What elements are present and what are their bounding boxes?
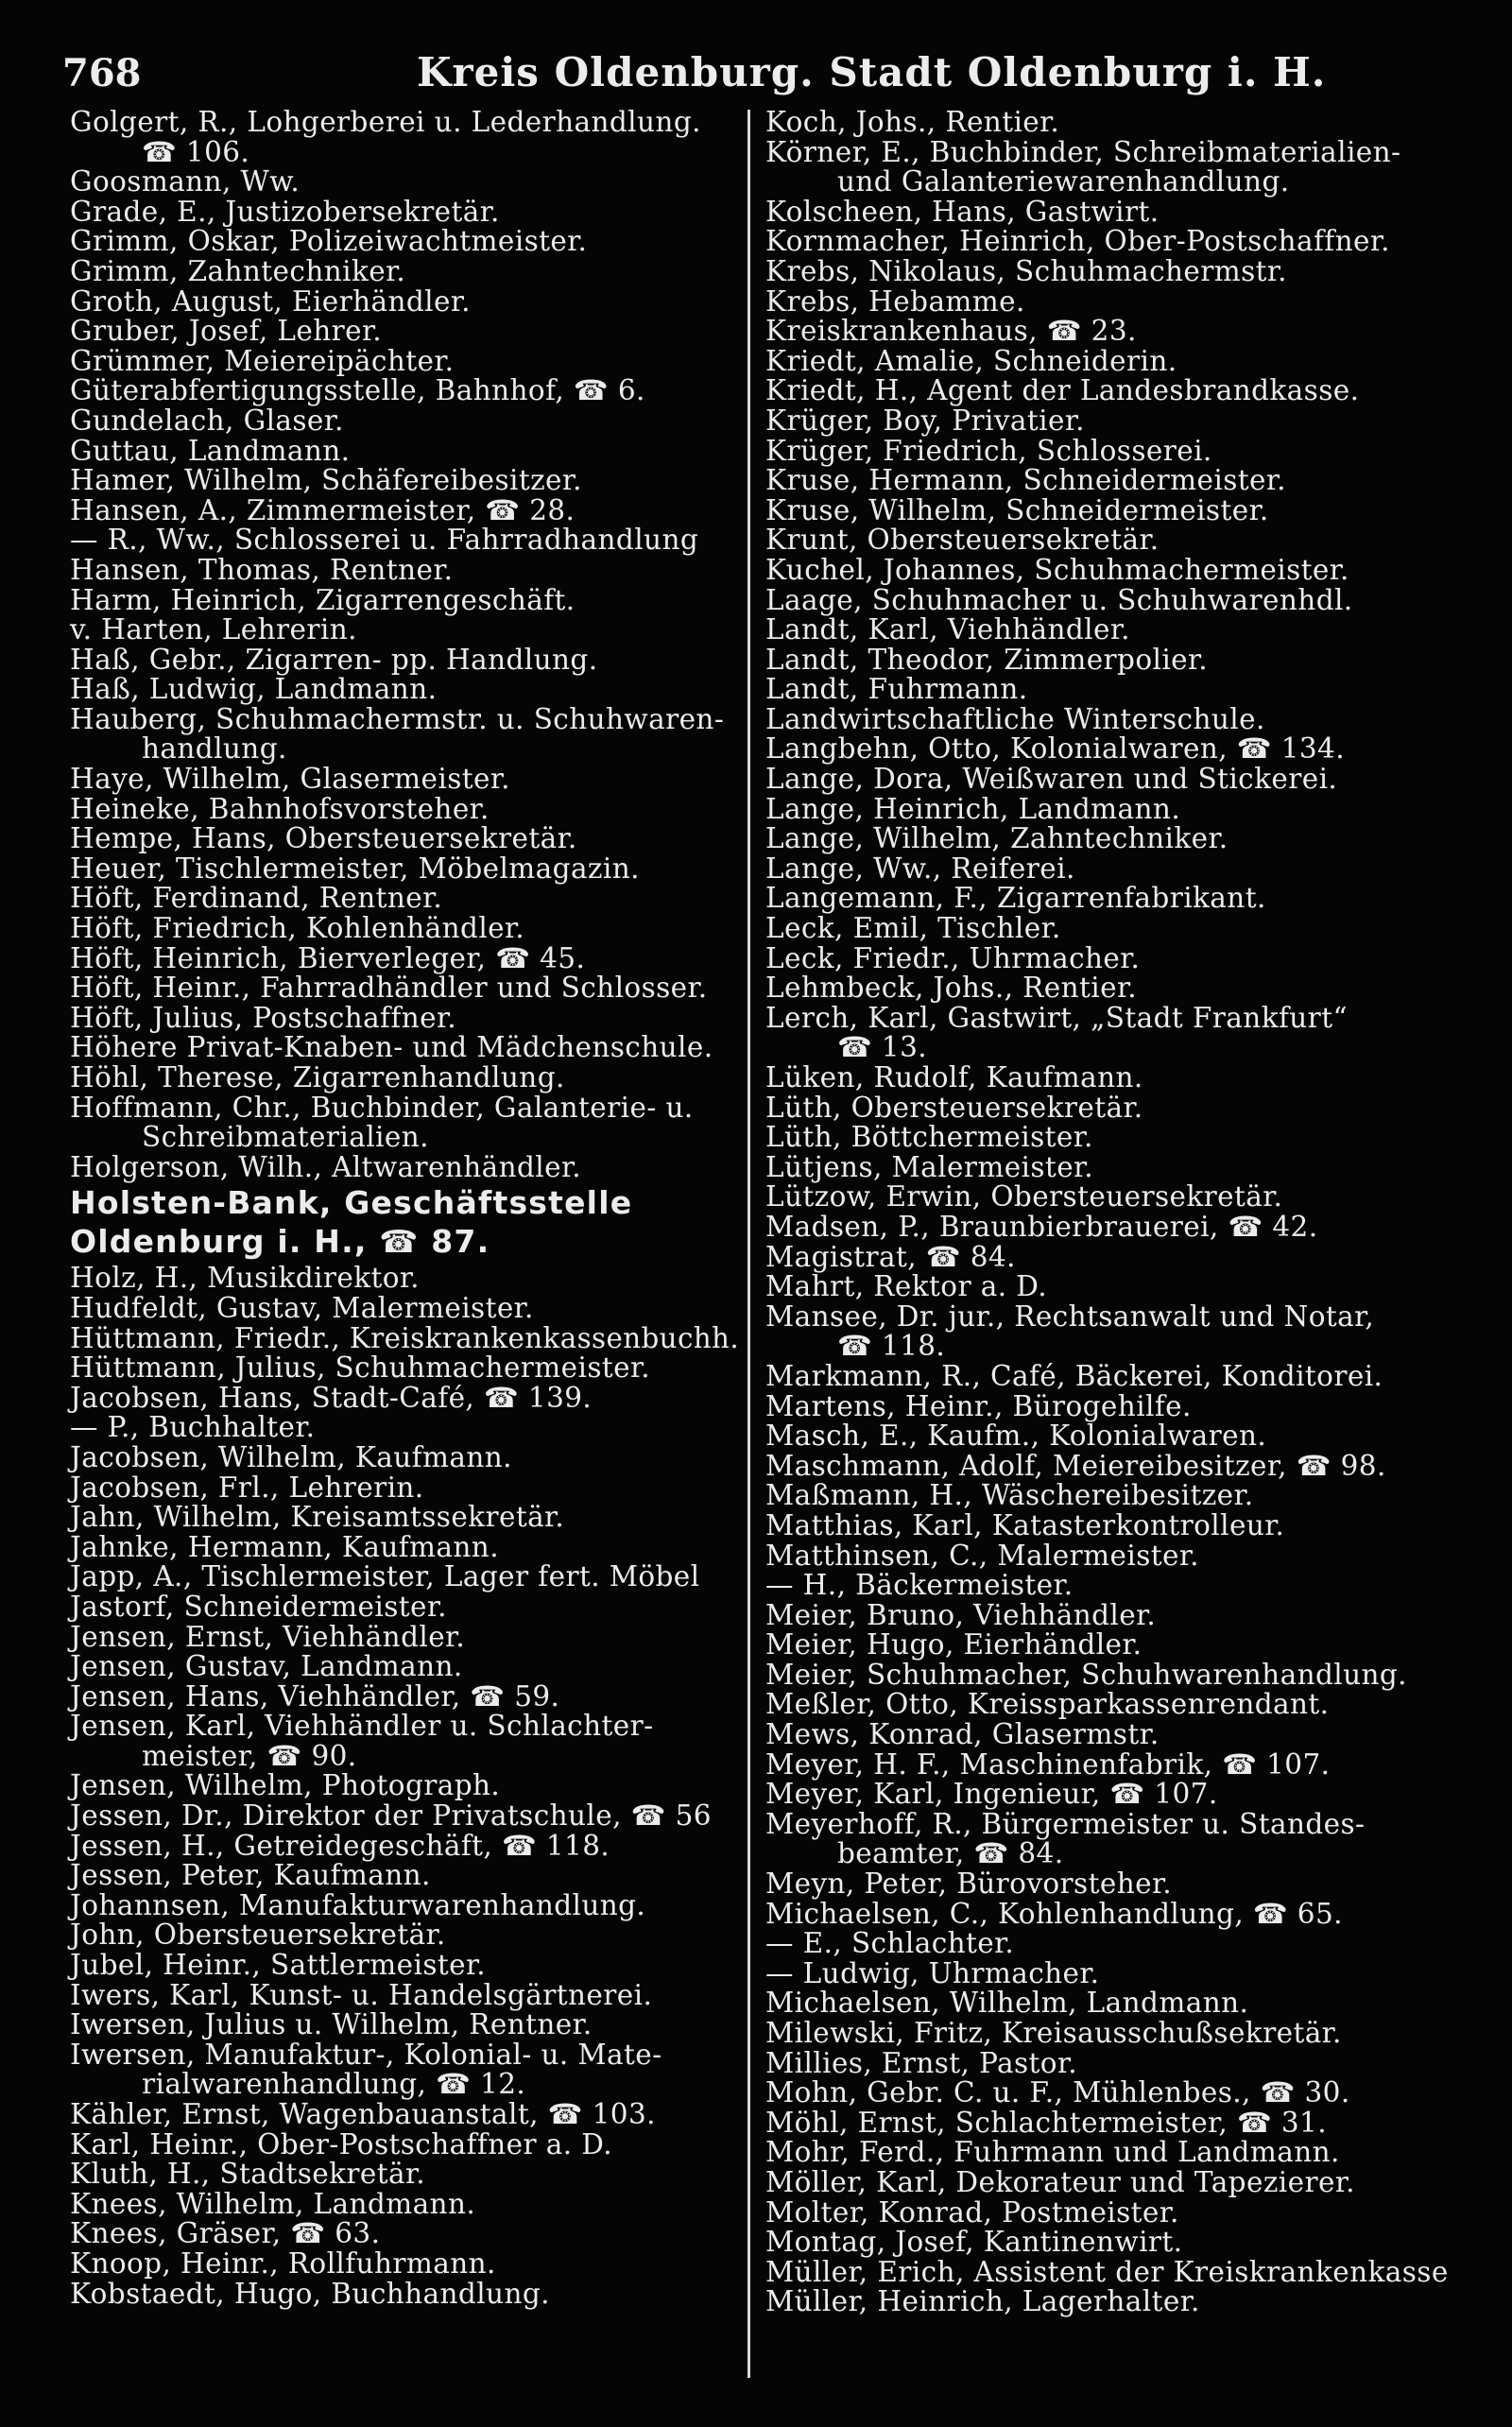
directory-entry: Koch, Johs., Rentier. <box>765 106 1060 138</box>
advertisement-line: Oldenburg i. H., ☎ 87. <box>70 1223 490 1261</box>
directory-entry: Hüttmann, Friedr., Kreiskrankenkassenbuchh. <box>70 1321 740 1354</box>
directory-entry: Montag, Josef, Kantinenwirt. <box>765 2226 1183 2259</box>
directory-entry: Knees, Wilhelm, Landmann. <box>70 2187 476 2220</box>
directory-entry: Grümmer, Meiereipächter. <box>70 344 455 377</box>
directory-entry: Höhere Privat-Knaben- und Mädchenschule. <box>70 1031 713 1064</box>
directory-entry: Kolscheen, Hans, Gastwirt. <box>765 195 1160 228</box>
directory-entry: Holz, H., Musikdirektor. <box>70 1262 420 1295</box>
directory-entry: Höft, Friedrich, Kohlenhändler. <box>70 912 525 945</box>
directory-entry: Müller, Heinrich, Lagerhalter. <box>765 2285 1200 2318</box>
directory-entry: Kriedt, Amalie, Schneiderin. <box>765 344 1177 377</box>
directory-entry: Körner, E., Buchbinder, Schreibmaterialien- <box>765 135 1401 168</box>
page-number: 768 <box>62 51 142 95</box>
directory-entry: ☎ 118. <box>837 1330 946 1363</box>
directory-entry: Lützow, Erwin, Obersteuersekretär. <box>765 1180 1283 1214</box>
directory-entry: Langemann, F., Zigarrenfabrikant. <box>765 882 1266 915</box>
directory-entry: Heineke, Bahnhofsvorsteher. <box>70 792 490 825</box>
directory-entry: Hudfeldt, Gustav, Malermeister. <box>70 1291 534 1324</box>
directory-entry: Grimm, Oskar, Polizeiwachtmeister. <box>70 225 588 258</box>
directory-entry: Kobstaedt, Hugo, Buchhandlung. <box>70 2277 550 2310</box>
directory-entry: Michaelsen, C., Kohlenhandlung, ☎ 65. <box>765 1897 1343 1930</box>
directory-entry: Matthias, Karl, Katasterkontrolleur. <box>765 1508 1285 1541</box>
directory-entry: Müller, Erich, Assistent der Kreiskrankenkasse <box>765 2255 1449 2288</box>
directory-entry: Krebs, Hebamme. <box>765 284 1025 318</box>
directory-entry: Meier, Bruno, Viehhändler. <box>765 1598 1157 1631</box>
directory-entry: Landt, Theodor, Zimmerpolier. <box>765 643 1209 676</box>
directory-entry: Harm, Heinrich, Zigarrengeschäft. <box>70 583 576 616</box>
directory-entry: Madsen, P., Braunbierbrauerei, ☎ 42. <box>765 1210 1318 1243</box>
directory-entry: Karl, Heinr., Ober-Postschaffner a. D. <box>70 2127 613 2160</box>
directory-entry: Maschmann, Adolf, Meiereibesitzer, ☎ 98. <box>765 1449 1386 1482</box>
directory-entry: Hauberg, Schuhmachermstr. u. Schuhwaren- <box>70 702 725 735</box>
directory-entry: Lüth, Obersteuersekretär. <box>765 1091 1143 1124</box>
directory-entry: Lange, Heinrich, Landmann. <box>765 792 1181 825</box>
directory-entry: Höft, Heinr., Fahrradhändler und Schlosser. <box>70 972 708 1005</box>
directory-entry: Langbehn, Otto, Kolonialwaren, ☎ 134. <box>765 732 1345 766</box>
directory-entry: Johannsen, Manufakturwarenhandlung. <box>70 1888 646 1921</box>
directory-entry: Holgerson, Wilh., Altwarenhändler. <box>70 1150 582 1183</box>
directory-entry: Kreiskrankenhaus, ☎ 23. <box>765 315 1137 348</box>
directory-entry: Mohn, Gebr. C. u. F., Mühlenbes., ☎ 30. <box>765 2076 1350 2109</box>
directory-entry: Hempe, Hans, Obersteuersekretär. <box>70 822 577 855</box>
directory-entry: Haye, Wilhelm, Glasermeister. <box>70 763 510 796</box>
directory-entry: Kruse, Hermann, Schneidermeister. <box>765 464 1286 497</box>
directory-entry: Kuchel, Johannes, Schuhmachermeister. <box>765 553 1349 586</box>
running-title: Kreis Oldenburg. Stadt Oldenburg i. H. <box>417 49 1327 95</box>
page-header <box>62 42 1461 104</box>
directory-entry: Möhl, Ernst, Schlachtermeister, ☎ 31. <box>765 2106 1327 2139</box>
directory-entry: Mansee, Dr. jur., Rechtsanwalt und Notar, <box>765 1300 1375 1333</box>
directory-entry: Maßmann, H., Wäschereibesitzer. <box>765 1479 1254 1512</box>
directory-entry: Jensen, Ernst, Viehhändler. <box>70 1620 466 1653</box>
directory-entry: Jacobsen, Frl., Lehrerin. <box>70 1471 424 1504</box>
directory-entry: Gruber, Josef, Lehrer. <box>70 315 383 348</box>
directory-entry: Iwers, Karl, Kunst- u. Handelsgärtnerei. <box>70 1978 653 2011</box>
directory-entry: Lerch, Karl, Gastwirt, „Stadt Frankfurt“ <box>765 1001 1348 1034</box>
directory-entry: Lange, Ww., Reiferei. <box>765 852 1075 885</box>
directory-entry: ☎ 106. <box>142 135 250 168</box>
directory-entry: — H., Bäckermeister. <box>765 1569 1074 1602</box>
directory-entry: Kornmacher, Heinrich, Ober-Postschaffner. <box>765 225 1390 258</box>
directory-entry: Mahrt, Rektor a. D. <box>765 1270 1048 1303</box>
directory-entry: Lange, Wilhelm, Zahntechniker. <box>765 822 1228 855</box>
directory-entry: Meier, Hugo, Eierhändler. <box>765 1628 1143 1661</box>
directory-entry: meister, ☎ 90. <box>142 1739 357 1772</box>
directory-entry: Krunt, Obersteuersekretär. <box>765 524 1160 557</box>
directory-entry: Hansen, A., Zimmermeister, ☎ 28. <box>70 493 576 526</box>
directory-entry: Landwirtschaftliche Winterschule. <box>765 702 1265 735</box>
directory-entry: Landt, Fuhrmann. <box>765 673 1028 706</box>
directory-entry: Leck, Emil, Tischler. <box>765 912 1061 945</box>
directory-entry: Iwersen, Julius u. Wilhelm, Rentner. <box>70 2008 593 2041</box>
directory-entry: und Galanteriewarenhandlung. <box>837 165 1290 198</box>
directory-entry: Kriedt, H., Agent der Landesbrandkasse. <box>765 374 1360 407</box>
right-column <box>765 108 1470 2389</box>
directory-entry: Hüttmann, Julius, Schuhmachermeister. <box>70 1351 651 1385</box>
directory-entry: Iwersen, Manufaktur-, Kolonial- u. Mate- <box>70 2038 662 2071</box>
directory-entry: Knees, Gräser, ☎ 63. <box>70 2217 381 2250</box>
directory-entry: Guttau, Landmann. <box>70 434 351 467</box>
directory-entry: Meyer, Karl, Ingenieur, ☎ 107. <box>765 1778 1218 1811</box>
directory-entry: Jessen, H., Getreidegeschäft, ☎ 118. <box>70 1829 610 1862</box>
directory-entry: Masch, E., Kaufm., Kolonialwaren. <box>765 1420 1267 1453</box>
directory-entry: Leck, Friedr., Uhrmacher. <box>765 941 1141 974</box>
directory-entry: Lange, Dora, Weißwaren und Stickerei. <box>765 763 1338 796</box>
directory-entry: beamter, ☎ 84. <box>837 1837 1064 1870</box>
directory-entry: Martens, Heinr., Bürogehilfe. <box>765 1389 1192 1422</box>
directory-entry: rialwarenhandlung, ☎ 12. <box>142 2068 526 2101</box>
directory-entry: Gundelach, Glaser. <box>70 404 344 437</box>
directory-entry: Möller, Karl, Dekorateur und Tapezierer. <box>765 2165 1355 2198</box>
directory-entry: Jacobsen, Hans, Stadt-Café, ☎ 139. <box>70 1381 593 1414</box>
directory-entry: Jensen, Gustav, Landmann. <box>70 1650 463 1683</box>
directory-entry: Jensen, Karl, Viehhändler u. Schlachter- <box>70 1710 654 1743</box>
directory-entry: Laage, Schuhmacher u. Schuhwarenhdl. <box>765 583 1353 616</box>
directory-entry: Hoffmann, Chr., Buchbinder, Galanterie- u. <box>70 1091 694 1124</box>
directory-entry: Markmann, R., Café, Bäckerei, Konditorei. <box>765 1359 1383 1392</box>
directory-entry: Hansen, Thomas, Rentner. <box>70 553 454 586</box>
directory-entry: Krebs, Nikolaus, Schuhmachermstr. <box>765 254 1287 287</box>
directory-entry: Jastorf, Schneidermeister. <box>70 1590 447 1623</box>
directory-entry: handlung. <box>142 732 287 766</box>
directory-entry: Matthinsen, C., Malermeister. <box>765 1539 1199 1572</box>
directory-entry: Haß, Ludwig, Landmann. <box>70 673 438 706</box>
directory-entry: Kluth, H., Stadtsekretär. <box>70 2158 426 2191</box>
directory-entry: Hamer, Wilhelm, Schäfereibesitzer. <box>70 464 582 497</box>
directory-entry: Höft, Ferdinand, Rentner. <box>70 882 443 915</box>
directory-entry: Mews, Konrad, Glasermstr. <box>765 1718 1160 1751</box>
directory-entry: Lehmbeck, Johs., Rentier. <box>765 972 1138 1005</box>
directory-entry: Meyn, Peter, Bürovorsteher. <box>765 1868 1173 1901</box>
column-divider <box>747 110 750 2378</box>
directory-entry: Grade, E., Justizobersekretär. <box>70 195 500 228</box>
directory-entry: Meyerhoff, R., Bürgermeister u. Standes- <box>765 1807 1366 1840</box>
directory-entry: — P., Buchhalter. <box>70 1411 316 1444</box>
directory-entry: Güterabfertigungsstelle, Bahnhof, ☎ 6. <box>70 374 645 407</box>
directory-entry: Krüger, Boy, Privatier. <box>765 404 1085 437</box>
directory-entry: Schreibmaterialien. <box>142 1121 429 1154</box>
directory-entry: Heuer, Tischlermeister, Möbelmagazin. <box>70 852 640 885</box>
directory-entry: Haß, Gebr., Zigarren- pp. Handlung. <box>70 643 598 676</box>
directory-entry: Goosmann, Ww. <box>70 165 301 198</box>
directory-entry: v. Harten, Lehrerin. <box>70 613 357 646</box>
directory-entry: Kähler, Ernst, Wagenbauanstalt, ☎ 103. <box>70 2098 656 2130</box>
directory-entry: Japp, A., Tischlermeister, Lager fert. Möbel <box>70 1560 700 1593</box>
directory-entry: Jacobsen, Wilhelm, Kaufmann. <box>70 1440 512 1473</box>
directory-entry: Jensen, Wilhelm, Photograph. <box>70 1769 501 1802</box>
directory-entry: Lütjens, Malermeister. <box>765 1150 1094 1183</box>
directory-entry: Michaelsen, Wilhelm, Landmann. <box>765 1987 1249 2020</box>
directory-entry: — E., Schlachter. <box>765 1927 1015 1960</box>
directory-entry: Kruse, Wilhelm, Schneidermeister. <box>765 493 1269 526</box>
directory-entry: Meyer, H. F., Maschinenfabrik, ☎ 107. <box>765 1747 1331 1781</box>
directory-entry: — Ludwig, Uhrmacher. <box>765 1956 1100 1989</box>
directory-entry: Grimm, Zahntechniker. <box>70 254 406 287</box>
directory-entry: Groth, August, Eierhändler. <box>70 284 471 318</box>
directory-entry: Mohr, Ferd., Fuhrmann und Landmann. <box>765 2136 1340 2169</box>
directory-entry: Krüger, Friedrich, Schlosserei. <box>765 434 1212 467</box>
directory-entry: Lüken, Rudolf, Kaufmann. <box>765 1061 1143 1093</box>
directory-entry: Jahn, Wilhelm, Kreisamtssekretär. <box>70 1501 565 1534</box>
directory-entry: Molter, Konrad, Postmeister. <box>765 2195 1179 2229</box>
directory-entry: Landt, Karl, Viehhändler. <box>765 613 1130 646</box>
advertisement-line: Holsten-Bank, Geschäftsstelle <box>70 1184 633 1222</box>
directory-entry: Millies, Ernst, Pastor. <box>765 2046 1077 2079</box>
directory-entry: Magistrat, ☎ 84. <box>765 1240 1016 1273</box>
directory-entry: — R., Ww., Schlosserei u. Fahrradhandlung <box>70 524 699 557</box>
directory-entry: Jessen, Dr., Direktor der Privatschule, ☎ 56 <box>70 1799 712 1833</box>
directory-entry: Knoop, Heinr., Rollfuhrmann. <box>70 2246 496 2280</box>
directory-entry: Höhl, Therese, Zigarrenhandlung. <box>70 1061 565 1093</box>
directory-entry: Jessen, Peter, Kaufmann. <box>70 1859 431 1892</box>
directory-entry: Jubel, Heinr., Sattlermeister. <box>70 1949 487 1982</box>
directory-entry: Lüth, Böttchermeister. <box>765 1121 1093 1154</box>
directory-entry: ☎ 13. <box>837 1031 928 1064</box>
directory-entry: Höft, Julius, Postschaffner. <box>70 1001 456 1034</box>
directory-entry: Höft, Heinrich, Bierverleger, ☎ 45. <box>70 941 586 974</box>
directory-entry: John, Obersteuersekretär. <box>70 1919 446 1952</box>
left-column <box>70 108 739 2389</box>
directory-entry: Jensen, Hans, Viehhändler, ☎ 59. <box>70 1679 560 1713</box>
directory-entry: Meier, Schuhmacher, Schuhwarenhandlung. <box>765 1658 1407 1691</box>
directory-entry: Milewski, Fritz, Kreisausschußsekretär. <box>765 2017 1342 2049</box>
directory-entry: Meßler, Otto, Kreissparkassenrendant. <box>765 1688 1330 1721</box>
directory-entry: Jahnke, Hermann, Kaufmann. <box>70 1530 499 1563</box>
directory-entry: Golgert, R., Lohgerberei u. Lederhandlung. <box>70 106 701 138</box>
